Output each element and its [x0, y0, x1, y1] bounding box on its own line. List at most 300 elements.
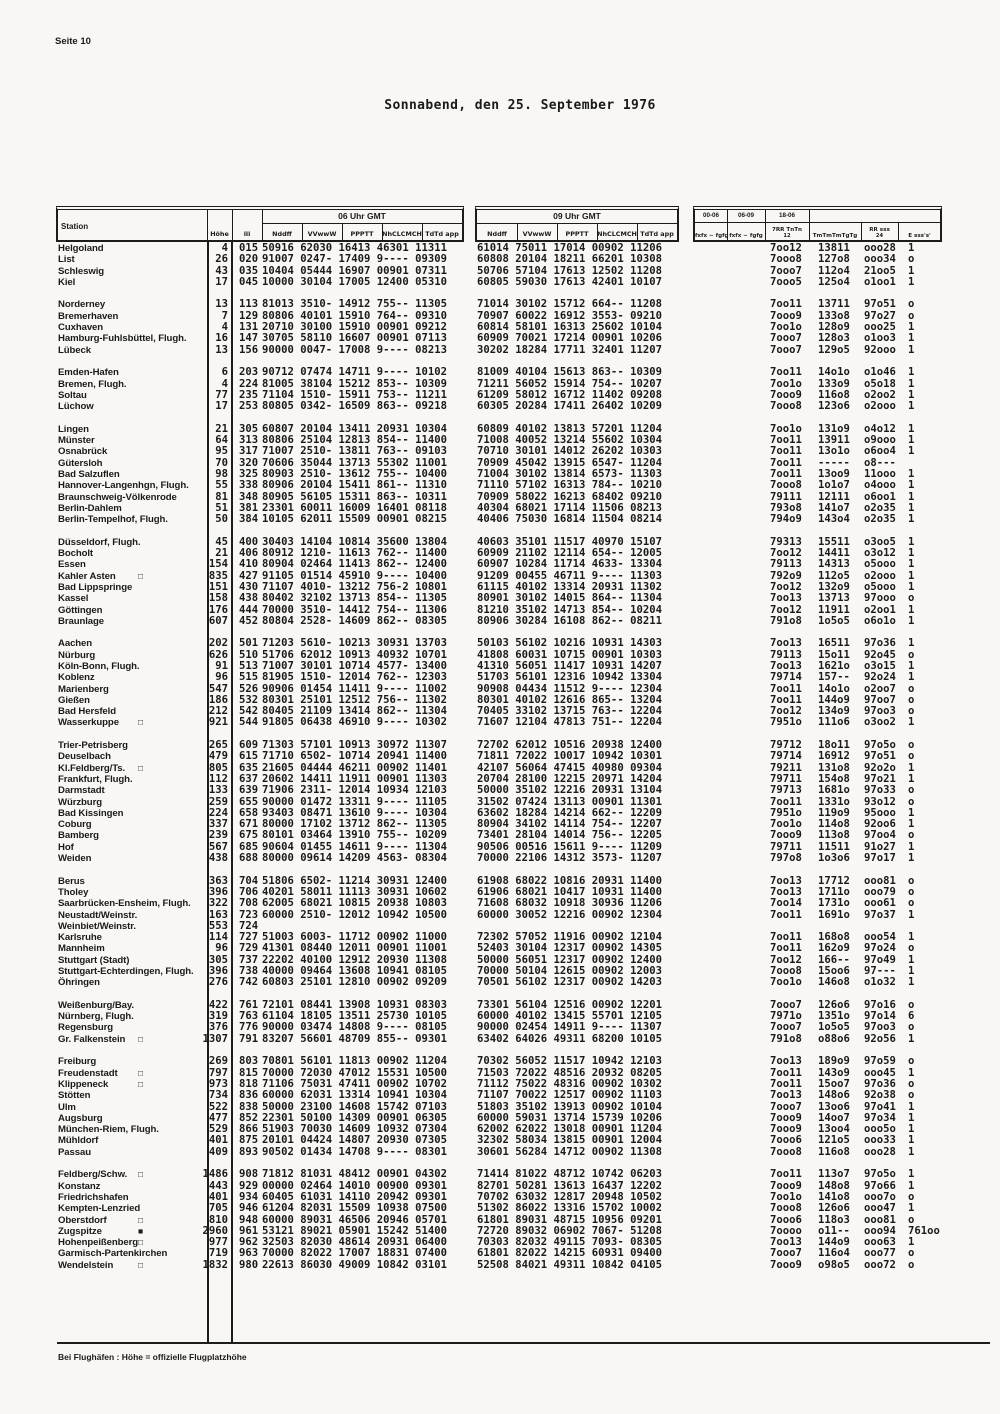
- obs-09-gmt: 63602 18284 14214 662-- 12209: [477, 806, 662, 819]
- col-7rr-tntn: 7ooo7: [770, 264, 802, 277]
- col-e-sss: 1: [908, 388, 915, 401]
- col-7rr-tntn: 7oo1o: [770, 321, 802, 334]
- obs-06-gmt: 60000 2510- 12012 10942 10500: [262, 908, 447, 921]
- col-e-sss: o: [908, 750, 915, 763]
- col-rr-sss: 95ooo: [864, 806, 896, 819]
- station-number: 320: [239, 456, 259, 469]
- col-tmtm-tgtg: 116o4: [818, 1247, 850, 1260]
- col-e-sss: 1: [908, 580, 915, 593]
- tmtm-tgtg-header: TmTmTmTgTg: [812, 233, 858, 239]
- col-tmtm-tgtg: 144o9: [818, 693, 850, 706]
- obs-06-gmt: 10105 62011 15509 00901 08215: [262, 513, 447, 526]
- col-rr-sss: o2ooo: [864, 569, 896, 582]
- obs-09-gmt: 41310 56051 11417 10931 14207: [477, 659, 662, 672]
- station-name: List: [58, 254, 75, 266]
- fxfx-fgfg-header-1: fxfx − fgfg: [695, 233, 729, 239]
- col-7rr-tntn: 7oo11: [770, 942, 802, 955]
- station-number: 384: [239, 513, 259, 526]
- station-name: Garmisch-Partenkirchen: [58, 1248, 168, 1260]
- col-7rr-tntn: 7oo13: [770, 592, 802, 605]
- hoehe-value: 977: [208, 1236, 228, 1249]
- col-7rr-tntn: 7oo11: [770, 1077, 802, 1090]
- table-row: [58, 446, 945, 457]
- hoehe-value: 626: [208, 648, 228, 661]
- col-7rr-tntn: 7oo11: [770, 366, 802, 379]
- col-tmtm-tgtg: 14o1o: [818, 366, 850, 379]
- obs-06-gmt: 41301 08440 12011 00901 11001: [262, 942, 447, 955]
- col-e-sss: 6: [908, 1010, 915, 1023]
- hoehe-value: 55: [215, 479, 228, 492]
- col-7rr-tntn: 79714: [770, 750, 802, 763]
- obs-09-gmt: 80901 30102 14015 864-- 11304: [477, 592, 662, 605]
- station-number: 893: [239, 1145, 259, 1158]
- col-7rr-tntn: 79211: [770, 761, 802, 774]
- station-number: 406: [239, 547, 259, 560]
- station-number: 444: [239, 603, 259, 616]
- station-marker: □: [138, 1078, 144, 1089]
- hoehe-value: 26: [215, 253, 228, 266]
- hoehe-value: 1307: [202, 1032, 228, 1045]
- hoehe-value: 21: [215, 547, 228, 560]
- obs-09-gmt: 60000 30052 12216 00902 12304: [477, 908, 662, 921]
- col-e-sss: 1: [908, 467, 915, 480]
- col-7rr-tntn: 7oo12: [770, 705, 802, 718]
- col-7rr-tntn: 7oo11: [770, 298, 802, 311]
- col-rr-sss: o2o35: [864, 501, 896, 514]
- obs-06-gmt: 71107 4010- 13212 756-2 10801: [262, 580, 447, 593]
- col-e-sss: 1: [908, 547, 915, 560]
- col-7rr-tntn: 793o8: [770, 501, 802, 514]
- hoehe-value: 553: [208, 919, 228, 932]
- table-row: [58, 367, 945, 378]
- obs-09-gmt: 30202 18284 17711 32401 11207: [477, 343, 662, 356]
- obs-09-gmt: 71607 12104 47813 751-- 12204: [477, 716, 662, 729]
- col-tmtm-tgtg: 118o3: [818, 1213, 850, 1226]
- col-e-sss: 1: [908, 343, 915, 356]
- col-tmtm-tgtg: 13oo4: [818, 1123, 850, 1136]
- col-tmtm-tgtg: 113o8: [818, 829, 850, 842]
- page-number: Seite 10: [55, 36, 91, 47]
- station-name: Bad Lippspringe: [58, 581, 133, 593]
- col-e-sss: 1: [908, 434, 915, 447]
- station-name: Hamburg-Fuhlsbüttel, Flugh.: [58, 333, 187, 345]
- col-tmtm-tgtg: 116o8: [818, 1145, 850, 1158]
- station-name: Hof: [58, 841, 74, 853]
- nddff-header: Nddff: [272, 230, 292, 238]
- obs-09-gmt: 60909 70021 17214 00901 10206: [477, 332, 662, 345]
- col-rr-sss: 97o51: [864, 298, 896, 311]
- col-7rr-tntn: 7ooo7: [770, 998, 802, 1011]
- col-tmtm-tgtg: 141o7: [818, 501, 850, 514]
- obs-06-gmt: 20101 04424 14807 20930 07305: [262, 1134, 447, 1147]
- hoehe-value: 401: [208, 1134, 228, 1147]
- obs-09-gmt: 90506 00516 15611 9---- 11209: [477, 840, 662, 853]
- col-tmtm-tgtg: 18o11: [818, 739, 850, 752]
- table-row: [58, 277, 945, 288]
- col-rr-sss: 97o49: [864, 953, 896, 966]
- station-number: 727: [239, 931, 259, 944]
- col-rr-sss: 92o45: [864, 648, 896, 661]
- obs-09-gmt: 61014 75011 17014 00902 11206: [477, 242, 662, 254]
- col-tmtm-tgtg: 141o8: [818, 1190, 850, 1203]
- station-number: 866: [239, 1123, 259, 1136]
- table-row: [58, 1147, 945, 1158]
- obs-06-gmt: 90000 03474 14808 9---- 08105: [262, 1021, 447, 1034]
- obs-06-gmt: 80000 17102 13712 862-- 11305: [262, 818, 447, 831]
- station-name: Göttingen: [58, 604, 103, 616]
- hoehe-value: 212: [208, 705, 228, 718]
- station-marker: □: [138, 570, 144, 581]
- obs-09-gmt: 60909 21102 12114 654-- 12005: [477, 547, 662, 560]
- obs-09-gmt: 71107 70022 12517 00902 11103: [477, 1089, 662, 1102]
- col-e-sss: o: [908, 998, 915, 1011]
- obs-09-gmt: 70000 50104 12615 00902 12003: [477, 965, 662, 977]
- obs-09-gmt: 71811 72022 10017 10942 10301: [477, 750, 662, 763]
- col-rr-sss: o6o1o: [864, 614, 896, 627]
- obs-06-gmt: 71007 30101 10714 4577- 13400: [262, 659, 447, 672]
- col-7rr-tntn: 79313: [770, 535, 802, 548]
- col-7rr-tntn: 7oo12: [770, 953, 802, 966]
- obs-06-gmt: 51003 6003- 11712 00902 11000: [262, 931, 447, 944]
- station-number: 724: [239, 919, 259, 932]
- col-tmtm-tgtg: 113o7: [818, 1168, 850, 1181]
- col-e-sss: 1: [908, 535, 915, 548]
- col-7rr-tntn: 7oo13: [770, 1089, 802, 1102]
- obs-06-gmt: 91007 0247- 17409 9---- 09309: [262, 253, 447, 266]
- hoehe-value: 805: [208, 761, 228, 774]
- obs-09-gmt: 72702 62012 10516 20938 12400: [477, 739, 662, 752]
- obs-06-gmt: 61204 82031 15509 10938 07500: [262, 1202, 447, 1215]
- col-tmtm-tgtg: 157--: [818, 671, 850, 684]
- col-rr-sss: ooo47: [864, 1202, 896, 1215]
- obs-09-gmt: 60305 20284 17411 26402 10209: [477, 400, 662, 413]
- col-e-sss: 1: [908, 614, 915, 627]
- station-name: Stuttgart (Stadt): [58, 954, 130, 966]
- clouds-header: NhCLCMCH: [382, 230, 422, 238]
- col-tmtm-tgtg: 114o8: [818, 818, 850, 831]
- station-number: 706: [239, 885, 259, 898]
- station-name: Saarbrücken-Ensheim, Flugh.: [58, 898, 191, 910]
- obs-09-gmt: 90000 02454 14911 9---- 11307: [477, 1021, 662, 1034]
- obs-06-gmt: 22613 86030 49009 10842 03101: [262, 1258, 447, 1271]
- col-7rr-tntn: 7oo1o: [770, 422, 802, 435]
- nddff-header-09: Nddff: [487, 230, 507, 238]
- station-name: Hannover-Langenhgn, Flugh.: [58, 480, 189, 492]
- col-tmtm-tgtg: 1621o: [818, 659, 850, 672]
- station-number: 513: [239, 659, 259, 672]
- obs-06-gmt: 22202 40100 12912 20930 11308: [262, 953, 447, 966]
- station-name: Bremen, Flugh.: [58, 378, 127, 390]
- obs-06-gmt: 90000 0047- 17008 9---- 08213: [262, 343, 447, 356]
- col-tmtm-tgtg: 13713: [818, 592, 850, 605]
- hoehe-value: 6: [221, 366, 228, 379]
- col-tmtm-tgtg: 13oo9: [818, 467, 850, 480]
- obs-09-gmt: 71110 57102 16313 784-- 10210: [477, 479, 662, 492]
- col-e-sss: 1: [908, 671, 915, 684]
- obs-09-gmt: 42107 56064 47415 40980 09304: [477, 761, 662, 774]
- station-name: Gütersloh: [58, 457, 103, 469]
- col-7rr-tntn: 7ooo8: [770, 1202, 802, 1215]
- col-7rr-tntn: 7ooo5: [770, 275, 802, 288]
- station-name: Mühldorf: [58, 1135, 99, 1147]
- hoehe-value: 409: [208, 1145, 228, 1158]
- station-name: Neustadt/Weinstr.: [58, 909, 138, 921]
- station-number: 704: [239, 874, 259, 887]
- station-number: 655: [239, 795, 259, 808]
- hoehe-value: 363: [208, 874, 228, 887]
- col-7rr-tntn: 7ooo9: [770, 1111, 802, 1124]
- col-rr-sss: 92o24: [864, 671, 896, 684]
- station-number: 045: [239, 275, 259, 288]
- station-number: 908: [239, 1168, 259, 1181]
- hoehe-value: 797: [208, 1066, 228, 1079]
- obs-09-gmt: 60000 40102 13415 55701 12105: [477, 1010, 662, 1023]
- obs-09-gmt: 72302 57052 11916 00902 12104: [477, 931, 662, 944]
- hoehe-value: 224: [208, 806, 228, 819]
- col-e-sss: 1: [908, 965, 915, 977]
- station-name: Nürnberg, Flugh.: [58, 1011, 134, 1023]
- station-name: Kahler Asten: [58, 570, 116, 582]
- col-tmtm-tgtg: 111o6: [818, 716, 850, 729]
- table-row: [58, 254, 945, 265]
- table-row: [58, 785, 945, 796]
- obs-09-gmt: 71014 30102 15712 664-- 11208: [477, 298, 662, 311]
- station-number: 963: [239, 1247, 259, 1260]
- col-7rr-tntn: 7oo12: [770, 580, 802, 593]
- col-7rr-tntn: 7ooo9: [770, 1258, 802, 1271]
- station-name: Braunschweig-Völkenrode: [58, 491, 177, 503]
- table-row: [58, 943, 945, 954]
- obs-06-gmt: 71303 57101 10913 30972 11307: [262, 739, 447, 752]
- station-number: 738: [239, 965, 259, 977]
- col-rr-sss: o9ooo: [864, 434, 896, 447]
- obs-06-gmt: 80301 25101 12512 756-- 11302: [262, 693, 447, 706]
- col-7rr-tntn: 79712: [770, 739, 802, 752]
- e-sss-header: E sss's': [908, 233, 931, 239]
- obs-06-gmt: 70000 72030 47012 15531 10500: [262, 1066, 447, 1079]
- table-row: [58, 1034, 945, 1045]
- col-rr-sss: 97o34: [864, 1111, 896, 1124]
- obs-06-gmt: 80405 21109 13414 862-- 11304: [262, 705, 447, 718]
- clouds-header-09: NhCLCMCH: [597, 230, 637, 238]
- col-e-sss: 1: [908, 1100, 915, 1113]
- station-number: 410: [239, 558, 259, 571]
- station-number: 815: [239, 1066, 259, 1079]
- col-rr-sss: o2oo1: [864, 603, 896, 616]
- table-row: [58, 853, 945, 864]
- col-tmtm-tgtg: 146o8: [818, 976, 850, 989]
- obs-06-gmt: 72101 08441 13908 10931 08303: [262, 998, 447, 1011]
- col-rr-sss: ooo77: [864, 1247, 896, 1260]
- obs-06-gmt: 60405 61031 14110 20942 09301: [262, 1190, 447, 1203]
- station-name: Würzburg: [58, 796, 102, 808]
- station-number: 235: [239, 388, 259, 401]
- station-name: Konstanz: [58, 1180, 101, 1192]
- table-row: [58, 616, 945, 627]
- station-name: Ulm: [58, 1101, 76, 1113]
- block-separator: [58, 864, 945, 875]
- station-name: Cuxhaven: [58, 322, 104, 334]
- col-rr-sss: o5ooo: [864, 580, 896, 593]
- col-tmtm-tgtg: -----: [818, 456, 850, 469]
- obs-09-gmt: 82701 50281 13613 16437 12202: [477, 1179, 662, 1192]
- col-7rr-tntn: 794o9: [770, 513, 802, 526]
- col-rr-sss: o2ooo: [864, 400, 896, 413]
- period-18-06-header: 18-06: [778, 212, 796, 219]
- station-name: Coburg: [58, 819, 92, 831]
- col-rr-sss: o2oo2: [864, 388, 896, 401]
- col-e-sss: 761oo: [908, 1224, 940, 1237]
- obs-09-gmt: 80906 30284 16108 862-- 08211: [477, 614, 662, 627]
- hoehe-value: 705: [208, 1202, 228, 1215]
- station-marker: □: [138, 1033, 144, 1044]
- col-tmtm-tgtg: 116o8: [818, 388, 850, 401]
- obs-06-gmt: 30705 58110 16607 00901 07113: [262, 332, 447, 345]
- col-tmtm-tgtg: 143o9: [818, 1066, 850, 1079]
- col-7rr-tntn: 797o8: [770, 852, 802, 865]
- col-7rr-tntn: 7oo13: [770, 874, 802, 887]
- col-tmtm-tgtg: 14411: [818, 547, 850, 560]
- col-tmtm-tgtg: 133o8: [818, 309, 850, 322]
- col-e-sss: o: [908, 705, 915, 718]
- hoehe-value: 133: [208, 784, 228, 797]
- obs-06-gmt: 23301 60011 16009 16401 08118: [262, 501, 447, 514]
- station-name: Lübeck: [58, 344, 91, 356]
- hoehe-value: 186: [208, 693, 228, 706]
- obs-06-gmt: 80804 2528- 14609 862-- 08305: [262, 614, 447, 627]
- obs-09-gmt: 60000 59031 13714 15739 10206: [477, 1111, 662, 1124]
- col-rr-sss: 97o21: [864, 772, 896, 785]
- col-7rr-tntn: 7oo11: [770, 693, 802, 706]
- col-7rr-tntn: 79113: [770, 648, 802, 661]
- station-name: Öhringen: [58, 977, 100, 989]
- station-number: 501: [239, 637, 259, 650]
- col-7rr-tntn: 7oo11: [770, 456, 802, 469]
- station-name: Bad Salzuflen: [58, 468, 120, 480]
- station-name: Klippeneck: [58, 1078, 109, 1090]
- obs-09-gmt: 60907 10284 11714 4633- 13304: [477, 558, 662, 571]
- station-name: Marienberg: [58, 683, 109, 695]
- col-rr-sss: o1o32: [864, 976, 896, 989]
- obs-06-gmt: 91105 01514 45910 9---- 10400: [262, 569, 447, 582]
- station-number: 515: [239, 671, 259, 684]
- hoehe-value: 7: [221, 309, 228, 322]
- station-name: Kempten-Lenzried: [58, 1203, 141, 1215]
- obs-09-gmt: 51703 56101 12316 10942 13304: [477, 671, 662, 684]
- col-tmtm-tgtg: 133o9: [818, 377, 850, 390]
- station-name: Passau: [58, 1146, 92, 1158]
- header-box-09: [475, 206, 679, 242]
- obs-09-gmt: 40603 35101 11517 40970 15107: [477, 535, 662, 548]
- hoehe-value: 522: [208, 1100, 228, 1113]
- station-name: Düsseldorf, Flugh.: [58, 536, 141, 548]
- station-name: Stuttgart-Echterdingen, Flugh.: [58, 966, 194, 977]
- col-tmtm-tgtg: 154o8: [818, 772, 850, 785]
- col-7rr-tntn: 7oo11: [770, 1066, 802, 1079]
- table-row: [58, 638, 945, 649]
- col-rr-sss: ooo28: [864, 242, 896, 254]
- station-number: 639: [239, 784, 259, 797]
- footnote: Bei Flughäfen : Höhe = offizielle Flugplatzhöhe: [58, 1352, 247, 1362]
- obs-09-gmt: 40304 68021 17114 11506 08213: [477, 501, 662, 514]
- station-name: Köln-Bonn, Flugh.: [58, 660, 140, 672]
- col-7rr-tntn: 7ooo6: [770, 1213, 802, 1226]
- col-e-sss: 1: [908, 569, 915, 582]
- hoehe-value: 81: [215, 490, 228, 503]
- hoehe-value: 921: [208, 716, 228, 729]
- obs-06-gmt: 10000 30104 17005 12400 05310: [262, 275, 447, 288]
- station-name: Aachen: [58, 638, 93, 650]
- obs-09-gmt: 70405 33102 13715 763-- 12204: [477, 705, 662, 718]
- obs-06-gmt: 71812 81031 48412 00901 04302: [262, 1168, 447, 1181]
- col-tmtm-tgtg: o88o6: [818, 1032, 850, 1045]
- station-name: Gr. Falkenstein: [58, 1033, 126, 1045]
- iii-column-header: iii: [243, 230, 251, 238]
- station-number: 729: [239, 942, 259, 955]
- col-e-sss: 1: [908, 513, 915, 526]
- obs-06-gmt: 80806 25104 12813 854-- 11400: [262, 434, 447, 447]
- col-e-sss: 1: [908, 603, 915, 616]
- station-name: Augsburg: [58, 1112, 103, 1124]
- obs-09-gmt: 73401 28104 14014 756-- 12205: [477, 829, 662, 842]
- hoehe-value: 43: [215, 264, 228, 277]
- station-name: Bad Kissingen: [58, 807, 124, 819]
- station-name: Bamberg: [58, 830, 99, 842]
- col-rr-sss: o4o12: [864, 422, 896, 435]
- hoehe-value: 1832: [202, 1258, 228, 1271]
- hoehe-value: 77: [215, 388, 228, 401]
- col-rr-sss: ooo61: [864, 897, 896, 910]
- col-rr-sss: ooo33: [864, 1134, 896, 1147]
- vvwww-header: VVwwW: [307, 230, 337, 238]
- hoehe-value: 96: [215, 942, 228, 955]
- col-e-sss: o: [908, 693, 915, 706]
- obs-09-gmt: 91209 00455 46711 9---- 11303: [477, 569, 662, 582]
- col-rr-sss: 97o59: [864, 1055, 896, 1068]
- obs-09-gmt: 40406 75030 16814 11504 08214: [477, 513, 662, 526]
- col-7rr-tntn: 7ooo7: [770, 343, 802, 356]
- hoehe-value: 438: [208, 852, 228, 865]
- obs-06-gmt: 81013 3510- 14912 755-- 11305: [262, 298, 447, 311]
- col-e-sss: o: [908, 1055, 915, 1068]
- station-name: Freudenstadt: [58, 1067, 118, 1079]
- obs-09-gmt: 70907 60022 16912 3553- 09210: [477, 309, 662, 322]
- station-name: Bad Hersfeld: [58, 706, 116, 718]
- col-7rr-tntn: 7951o: [770, 806, 802, 819]
- col-rr-sss: 93o12: [864, 795, 896, 808]
- obs-06-gmt: 30403 14104 10814 35600 13804: [262, 535, 447, 548]
- fxfx-fgfg-header-2: fxfx − fgfg: [729, 233, 763, 239]
- obs-09-gmt: 61115 40102 13314 20931 11302: [477, 580, 662, 593]
- col-rr-sss: 97o51: [864, 750, 896, 763]
- col-tmtm-tgtg: 13oo6: [818, 1100, 850, 1113]
- station-name: Schleswig: [58, 265, 105, 277]
- col-7rr-tntn: 7ooo8: [770, 965, 802, 977]
- obs-06-gmt: 22301 50100 14309 00901 06305: [262, 1111, 447, 1124]
- col-7rr-tntn: 7ooo8: [770, 1145, 802, 1158]
- col-7rr-tntn: 791o8: [770, 1032, 802, 1045]
- obs-09-gmt: 20704 28100 12215 20971 14204: [477, 772, 662, 785]
- col-e-sss: o: [908, 885, 915, 898]
- station-name: Essen: [58, 559, 86, 571]
- col-e-sss: o: [908, 1247, 915, 1260]
- obs-09-gmt: 71004 30102 13814 6573- 11303: [477, 467, 662, 480]
- obs-09-gmt: 61908 68022 10816 20931 11400: [477, 874, 662, 887]
- col-e-sss: 1: [908, 501, 915, 514]
- station-name: Oberstdorf: [58, 1214, 107, 1226]
- station-number: 875: [239, 1134, 259, 1147]
- col-e-sss: 1: [908, 1066, 915, 1079]
